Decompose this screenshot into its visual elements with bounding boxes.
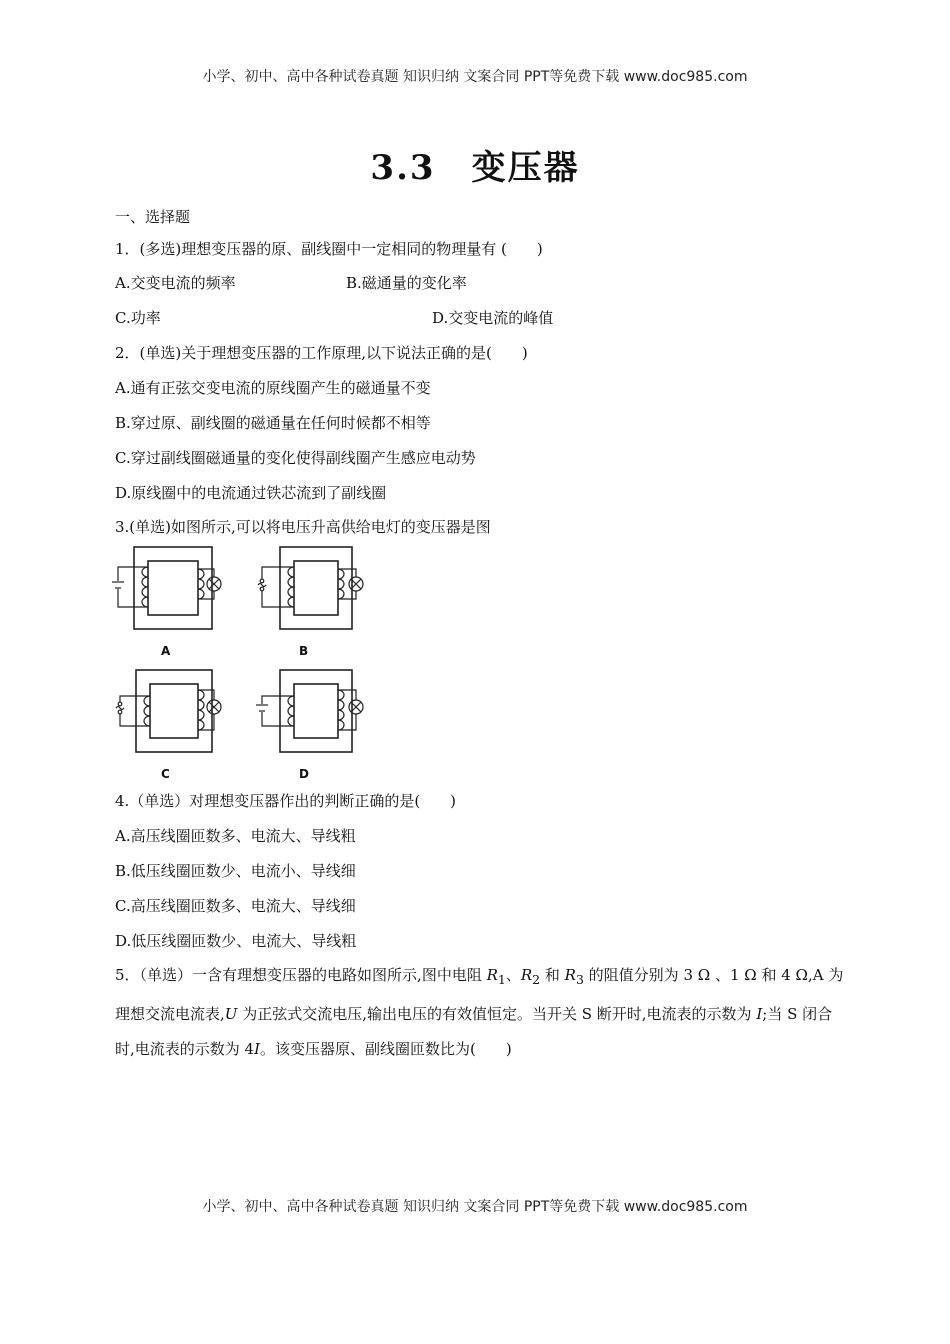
q5-r2: R (520, 966, 533, 984)
figure-label-a: A (161, 644, 171, 658)
q5-u: U (224, 1005, 238, 1023)
q5-r2-sub: 2 (532, 972, 541, 987)
q5-r3-sub: 3 (575, 972, 584, 987)
q1-option-a: A.交变电流的频率 (115, 274, 236, 292)
transformer-figure-c (110, 668, 235, 758)
q1-option-d: D.交变电流的峰值 (432, 309, 554, 327)
q5-r1: R (486, 966, 498, 984)
q5-r3: R (564, 966, 576, 984)
q1-stem: 1．(多选)理想变压器的原、副线圈中一定相同的物理量有 ( ) (115, 240, 543, 258)
q5-r1-sub: 1 (497, 972, 506, 987)
q1-option-c: C.功率 (115, 309, 161, 327)
q5-sep-2: 和 (540, 966, 565, 984)
q4-stem: 4.（单选）对理想变压器作出的判断正确的是( ) (115, 792, 457, 810)
q5-text-1: 5．（单选）一含有理想变压器的电路如图所示,图中电阻 (115, 966, 487, 984)
q4-option-c: C.高压线圈匝数多、电流大、导线细 (115, 897, 356, 915)
q2-option-d: D.原线圈中的电流通过铁芯流到了副线圈 (115, 484, 387, 502)
q5-text-5: 。该变压器原、副线圈匝数比为( ) (260, 1040, 512, 1058)
transformer-figure-b (250, 545, 375, 635)
footer-banner: 小学、初中、高中各种试卷真题 知识归纳 文案合同 PPT等免费下载 www.doc985.com (202, 1199, 748, 1215)
q5-i1: I (756, 1005, 763, 1023)
q4-option-b: B.低压线圈匝数少、电流小、导线细 (115, 862, 356, 880)
q5-text-4: ;当 S 闭合时,电流表的示数为 4 (115, 1005, 833, 1058)
page-title: 3.3 变压器 (370, 148, 580, 188)
q5-paragraph (115, 958, 845, 1067)
q3-stem: 3.(单选)如图所示,可以将电压升高供给电灯的变压器是图 (115, 518, 491, 536)
q2-option-b: B.穿过原、副线圈的磁通量在任何时候都不相等 (115, 414, 431, 432)
q5-sep-1: 、 (505, 966, 521, 984)
q2-stem: 2．(单选)关于理想变压器的工作原理,以下说法正确的是( ) (115, 344, 528, 362)
q5-text-2: 的阻值分别为 3 Ω 、1 Ω 和 4 Ω,A 为理想交流电流表, (115, 966, 844, 1023)
header-banner: 小学、初中、高中各种试卷真题 知识归纳 文案合同 PPT等免费下载 www.doc985.com (202, 69, 748, 85)
q1-option-b: B.磁通量的变化率 (346, 274, 467, 292)
figure-label-c: C (161, 767, 170, 781)
q5-text-3: 为正弦式交流电压,输出电压的有效值恒定。当开关 S 断开时,电流表的示数为 (237, 1005, 757, 1023)
q2-option-c: C.穿过副线圈磁通量的变化使得副线圈产生感应电动势 (115, 449, 476, 467)
q4-option-a: A.高压线圈匝数多、电流大、导线粗 (115, 827, 356, 845)
figure-label-d: D (299, 767, 309, 781)
section-heading: 一、选择题 (115, 208, 191, 226)
q4-option-d: D.低压线圈匝数少、电流大、导线粗 (115, 932, 357, 950)
transformer-figure-d (250, 668, 375, 758)
transformer-figure-a (110, 545, 235, 635)
q5-i2: I (254, 1040, 261, 1058)
q2-option-a: A.通有正弦交变电流的原线圈产生的磁通量不变 (115, 379, 431, 397)
figure-label-b: B (299, 644, 309, 658)
